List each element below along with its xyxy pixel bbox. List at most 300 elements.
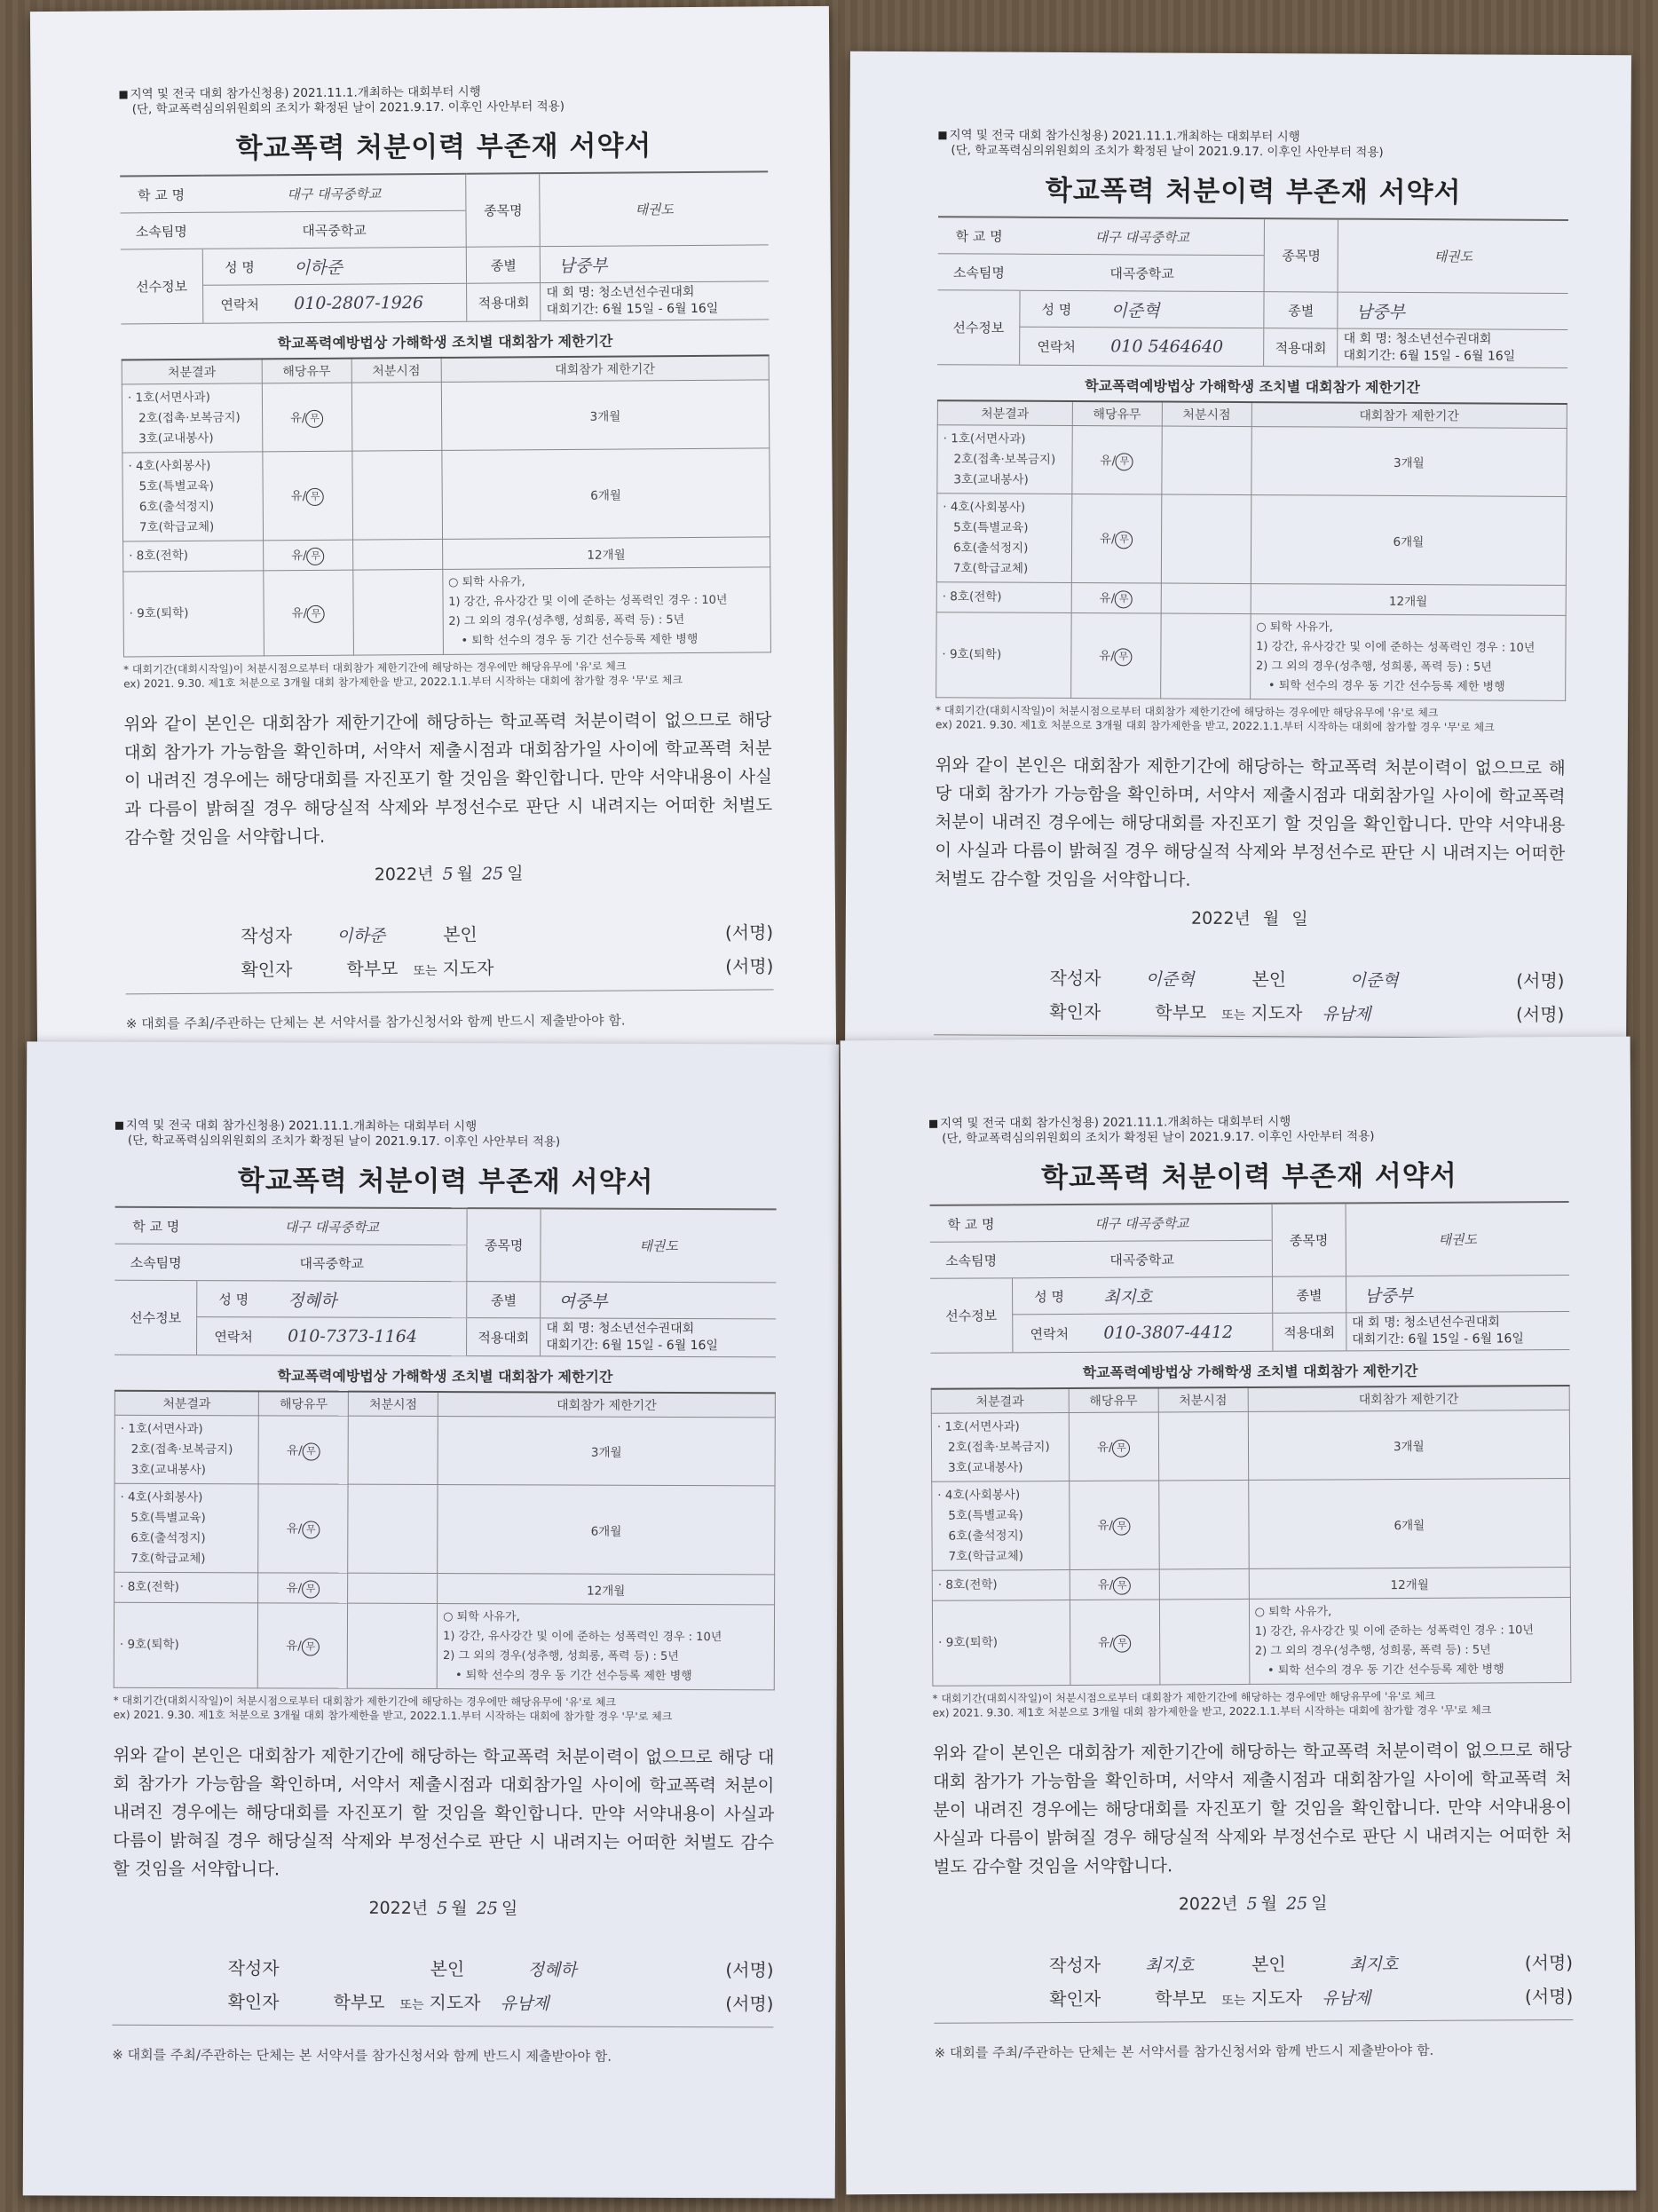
measure-result-line: 7호(학급교체) <box>952 560 1029 576</box>
circled-no-mark: 무 <box>302 1580 320 1598</box>
circled-no-mark: 무 <box>307 548 325 565</box>
team-label: 소속팀명 <box>114 1244 197 1280</box>
measure-result-cell <box>932 1481 1070 1570</box>
expulsion-line: 1) 강간, 유사강간 및 이에 준하는 성폭력인 경우 : 10년 <box>448 593 728 609</box>
header-date: 처분시점 <box>351 358 441 383</box>
parent-label: 학부모 <box>333 1991 385 2013</box>
date-month-handwritten: 5 <box>442 864 454 884</box>
measure-result-line: · 4호(사회봉사) <box>128 458 211 473</box>
expulsion-explanation <box>437 1604 774 1690</box>
pledge-body: 위와 같이 본인은 대회참가 제한기간에 해당하는 학교폭력 처분이력이 없으므로 해당 대회 참가가 가능함을 확인하며, 서약서 제출시점과 대회참가일 사이에 학교폭력 처분이 내려진 경우에는 해당대회를 자진포기 할 것임을 확인합니다. 만약 서약내용이 사실과 다름이 밝혀질 경우 해당실적 삭제와 부정선수로 판단 시 내려지는 어떠한 처벌도 감수할 것임을 서약합니다. <box>112 1744 775 1880</box>
restriction-period: 12개월 <box>1251 584 1566 616</box>
measure-result-cell <box>114 1602 258 1688</box>
measures-table <box>122 354 771 657</box>
coach-signature: 유남제 <box>1322 1988 1371 2009</box>
confirmer-row <box>934 997 1564 1034</box>
contact-handwritten: 010-3807-4412 <box>1086 1313 1273 1352</box>
applicable-cell <box>1070 1569 1159 1600</box>
date-year: 2022년 <box>368 1898 429 1918</box>
applicable-cell <box>258 1416 348 1484</box>
measure-result-line: 5호(특별교육) <box>130 1510 206 1525</box>
confirmer-row <box>125 952 773 990</box>
applicable-cell <box>263 540 352 571</box>
self-label: 본인 <box>1251 1953 1286 1975</box>
date-day-handwritten: 25 <box>1286 1893 1308 1914</box>
measures-row <box>936 494 1567 586</box>
category-handwritten: 여중부 <box>541 1282 776 1319</box>
player-info-label: 선수정보 <box>121 249 203 324</box>
measures-row <box>122 380 770 453</box>
document-title: 학교폭력 처분이력 부존재 서약서 <box>237 1165 654 1198</box>
category-label: 종별 <box>1272 1276 1346 1313</box>
measure-result-cell <box>936 494 1071 583</box>
submission-note: ※ 대회를 주최/주관하는 단체는 본 서약서를 참가신청서와 함께 반드시 제출받아야 함. <box>125 1012 626 1032</box>
footnote-line-2: ex) 2021. 9.30. 제1호 처분으로 3개월 대회 참가제한을 받고, 2022.1.1.부터 시작하는 대회에 참가할 경우 '무'로 체크 <box>932 1703 1492 1719</box>
header-applicable: 해당유무 <box>258 1391 348 1416</box>
info-table <box>120 170 769 324</box>
competition-label: 적용대회 <box>1273 1313 1346 1351</box>
measure-date-cell <box>348 1573 438 1603</box>
measure-result-line: 5호(특별교육) <box>948 1507 1023 1523</box>
yes-no-prefix: 유/ <box>286 1639 302 1654</box>
parent-label: 학부모 <box>1155 1001 1207 1023</box>
confirmer-row <box>934 1982 1573 2019</box>
team-value: 대곡중학교 <box>1020 254 1265 291</box>
writer-label: 작성자 <box>1048 1954 1101 1977</box>
measure-result-line: 5호(특별교육) <box>138 478 215 494</box>
measure-result-cell <box>122 452 263 541</box>
pledge-sheet-bottom-right <box>841 1037 1637 2195</box>
writer-row <box>113 1954 774 1990</box>
circled-no-mark: 무 <box>1113 1518 1131 1536</box>
writer-signature: 이준혁 <box>1145 969 1195 990</box>
measure-result-line: 3호(교내봉사) <box>138 431 214 446</box>
header-result: 처분결과 <box>122 359 262 384</box>
measures-header <box>931 1386 1569 1413</box>
measure-date-cell <box>1162 426 1251 495</box>
measures-row <box>932 1598 1570 1687</box>
circled-no-mark: 무 <box>303 1442 320 1460</box>
player-name-handwritten: 최지호 <box>1086 1276 1273 1314</box>
measure-result-cell <box>114 1415 258 1484</box>
sign-label-confirmer: (서명) <box>725 1993 774 2015</box>
header-period: 대회참가 제한기간 <box>438 1392 775 1418</box>
or-label: 또는 <box>1221 1993 1246 2009</box>
info-table <box>930 1201 1570 1354</box>
category-handwritten: 남중부 <box>1346 1276 1569 1313</box>
restriction-period: 6개월 <box>442 448 770 540</box>
measures-header <box>114 1391 775 1418</box>
applicable-cell <box>1070 1600 1160 1686</box>
notice-line-1: 지역 및 전국 대회 참가신청용) 2021.11.1.개최하는 대회부터 시행 <box>130 84 481 102</box>
self-signature: 정혜하 <box>527 1960 577 1980</box>
writer-label: 작성자 <box>227 1957 280 1979</box>
pledge-date <box>935 904 1565 931</box>
document-title: 학교폭력 처분이력 부존재 서약서 <box>1045 174 1462 209</box>
signature-block <box>934 963 1564 1039</box>
submission-note: ※ 대회를 주최/주관하는 단체는 본 서약서를 참가신청서와 함께 반드시 제출받아야 함. <box>112 2046 612 2065</box>
footnote-line-1: * 대회기간(대회시작일)이 처분시점으로부터 대회참가 제한기간에 해당하는 경우에만 해당유무에 '유'로 체크 <box>113 1694 617 1709</box>
sign-label-writer: (서명) <box>1524 1952 1574 1974</box>
circled-no-mark: 무 <box>1113 1577 1131 1595</box>
measure-date-cell <box>1160 613 1251 699</box>
header-period: 대회참가 제한기간 <box>1248 1386 1569 1411</box>
date-month-handwritten <box>1256 909 1263 928</box>
footnote <box>123 658 771 691</box>
measure-date-cell <box>348 1484 438 1573</box>
header-date: 처분시점 <box>348 1392 438 1417</box>
player-info-label: 선수정보 <box>937 290 1020 365</box>
measure-result-line: · 1호(서면사과) <box>936 1418 1020 1434</box>
measures-table <box>931 1385 1572 1687</box>
category-handwritten: 남중부 <box>541 245 769 283</box>
competition-label: 적용대회 <box>1264 328 1338 367</box>
applicable-cell <box>258 1484 348 1573</box>
square-bullet-icon <box>115 1121 123 1129</box>
competition-label: 적용대회 <box>467 1318 541 1356</box>
date-day-handwritten: 25 <box>481 864 504 884</box>
team-label: 소속팀명 <box>938 254 1021 290</box>
circled-no-mark: 무 <box>302 1638 320 1655</box>
self-label: 본인 <box>430 1957 465 1980</box>
date-month-handwritten: 5 <box>1246 1893 1258 1914</box>
self-label: 본인 <box>443 923 478 945</box>
expulsion-line: ○ 퇴학 사유가, <box>1256 620 1333 635</box>
measures-table <box>114 1390 776 1691</box>
expulsion-line: • 퇴학 선수의 경우 동 기간 선수등록 제한 병행 <box>1267 1662 1504 1678</box>
school-value: 대구 대곡중학교 <box>1020 217 1265 256</box>
circled-no-mark: 무 <box>302 1521 320 1538</box>
writer-label: 작성자 <box>1049 967 1101 990</box>
notice-line-1: 지역 및 전국 대회 참가신청용) 2021.11.1.개최하는 대회부터 시행 <box>949 128 1300 145</box>
team-value: 대곡중학교 <box>197 1244 467 1282</box>
sport-label: 종목명 <box>1264 218 1338 292</box>
school-value: 대구 대곡중학교 <box>197 1207 467 1245</box>
notice-line-2: (단, 학교폭력심의위원회의 조치가 확정된 날이 2021.9.17. 이후인 사안부터 적용) <box>942 1129 1375 1146</box>
measures-row <box>932 1568 1570 1601</box>
pledge-body: 위와 같이 본인은 대회참가 제한기간에 해당하는 학교폭력 처분이력이 없으므로 해당 대회 참가가 가능함을 확인하며, 서약서 제출시점과 대회참가일 사이에 학교폭력 처분이 내려진 경우에는 해당대회를 자진포기 할 것임을 확인합니다. 만약 서약내용이 사실과 다름이 밝혀질 경우 해당실적 삭제와 부정선수로 판단 시 내려지는 어떠한 처벌도 감수할 것임을 서약합니다. <box>935 754 1566 890</box>
measure-result-line: · 4호(사회봉사) <box>943 499 1026 515</box>
header-applicable: 해당유무 <box>262 359 351 383</box>
applicable-cell <box>1071 494 1162 584</box>
yes-no-prefix: 유/ <box>1099 649 1115 664</box>
header-date: 처분시점 <box>1158 1387 1248 1412</box>
writer-row <box>934 1948 1573 1986</box>
pledge-sheet-top-right <box>845 51 1631 1059</box>
date-month-label: 월 <box>456 864 474 884</box>
sport-label: 종목명 <box>467 1208 541 1282</box>
square-bullet-icon <box>929 1119 937 1127</box>
measures-subtitle: 학교폭력예방법상 가해학생 조치별 대회참가 제한기간 <box>1082 1362 1418 1381</box>
measure-date-cell <box>352 450 443 540</box>
measure-result-cell <box>932 1569 1070 1600</box>
applicable-cell <box>1070 613 1161 699</box>
expulsion-line: 2) 그 외의 경우(성추행, 성희롱, 폭력 등) : 5년 <box>443 1648 679 1663</box>
coach-label: 지도자 <box>442 957 494 979</box>
player-name-handwritten: 정혜하 <box>270 1281 467 1318</box>
square-bullet-icon <box>120 91 128 99</box>
submission-note: ※ 대회를 주최/주관하는 단체는 본 서약서를 참가신청서와 함께 반드시 제출받아야 함. <box>934 2042 1434 2061</box>
yes-no-prefix: 유/ <box>290 548 307 564</box>
pledge-sheet-bottom-left <box>23 1041 840 2198</box>
category-label: 종별 <box>467 1282 541 1318</box>
signature-block <box>112 1954 773 2028</box>
circled-no-mark: 무 <box>1115 590 1133 608</box>
restriction-period: 3개월 <box>1251 427 1567 497</box>
footnote-line-1: * 대회기간(대회시작일)이 처분시점으로부터 대회참가 제한기간에 해당하는 경우에만 해당유무에 '유'로 체크 <box>936 704 1439 720</box>
measure-result-cell <box>936 612 1071 699</box>
measure-result-line: 7호(학급교체) <box>138 519 215 534</box>
date-month-label: 월 <box>451 1899 468 1919</box>
sign-label-confirmer: (서명) <box>725 955 774 977</box>
header-result: 처분결과 <box>937 400 1072 425</box>
measures-row <box>123 537 770 572</box>
info-table <box>937 216 1568 368</box>
footnote-line-2: ex) 2021. 9.30. 제1호 처분으로 3개월 대회 참가제한을 받고, 2022.1.1.부터 시작하는 대회에 참가할 경우 '무'로 체크 <box>935 718 1495 734</box>
yes-no-prefix: 유/ <box>1099 532 1116 547</box>
category-handwritten: 남중부 <box>1338 292 1567 329</box>
applicable-cell <box>1071 583 1161 614</box>
measure-result-cell <box>123 541 264 572</box>
yes-no-prefix: 유/ <box>1097 1518 1113 1533</box>
pledge-body: 위와 같이 본인은 대회참가 제한기간에 해당하는 학교폭력 처분이력이 없으므로 해당 대회 참가가 가능함을 확인하며, 서약서 제출시점과 대회참가일 사이에 학교폭력 처분이 내려진 경우에는 해당대회를 자진포기 할 것임을 확인합니다. 만약 서약내용이 사실과 다름이 밝혀질 경우 해당실적 삭제와 부정선수로 판단 시 내려지는 어떠한 처벌도 감수할 것임을 서약합니다. <box>932 1740 1573 1877</box>
writer-signature: 이하준 <box>336 926 386 946</box>
circled-no-mark: 무 <box>306 488 324 506</box>
contact-label: 연락처 <box>203 285 277 324</box>
team-value: 대곡중학교 <box>1012 1240 1272 1278</box>
sport-label: 종목명 <box>1272 1203 1346 1276</box>
applicable-cell <box>263 570 353 656</box>
school-value: 대구 대곡중학교 <box>202 174 467 213</box>
circled-no-mark: 무 <box>307 605 325 623</box>
measures-table <box>936 399 1567 701</box>
confirmer-label: 확인자 <box>1049 1000 1101 1023</box>
team-label: 소속팀명 <box>930 1242 1013 1278</box>
player-info-label: 선수정보 <box>930 1278 1013 1353</box>
restriction-period: 3개월 <box>1248 1410 1570 1481</box>
school-value: 대구 대곡중학교 <box>1012 1204 1272 1242</box>
date-month-handwritten: 5 <box>437 1899 448 1919</box>
contact-label: 연락처 <box>197 1317 271 1355</box>
competition-name: 대 회 명: 청소년선수권대회 <box>546 284 695 301</box>
measure-date-cell <box>348 1416 438 1484</box>
measure-result-line: · 8호(전학) <box>942 589 1002 604</box>
coach-label: 지도자 <box>429 1991 481 2014</box>
measures-row <box>114 1602 774 1690</box>
measures-row <box>114 1572 775 1605</box>
measure-result-line: 6호(출석정지) <box>138 499 215 514</box>
applicable-cell <box>257 1603 347 1688</box>
applicable-cell <box>263 451 353 541</box>
date-day-label: 일 <box>1291 909 1308 929</box>
header-period: 대회참가 제한기간 <box>1251 402 1567 428</box>
expulsion-line: • 퇴학 선수의 경우 동 기간 선수등록 제한 병행 <box>454 1668 692 1683</box>
or-label: 또는 <box>1221 1007 1246 1023</box>
parent-label: 학부모 <box>1155 1987 1207 2010</box>
header-applicable: 해당유무 <box>1072 401 1162 426</box>
contact-handwritten: 010-7373-1164 <box>270 1317 467 1356</box>
writer-row <box>934 963 1564 1000</box>
measures-subtitle: 학교폭력예방법상 가해학생 조치별 대회참가 제한기간 <box>1085 377 1420 397</box>
footnote <box>114 1694 775 1725</box>
competition-value <box>1338 328 1567 367</box>
measure-result-cell <box>932 1600 1070 1686</box>
measure-result-line: 7호(학급교체) <box>948 1548 1024 1564</box>
measures-row <box>937 425 1567 497</box>
sign-label-writer: (서명) <box>724 921 774 944</box>
notice <box>938 128 1568 162</box>
sport-value: 태권도 <box>1346 1202 1569 1276</box>
team-label: 소속팀명 <box>120 212 202 249</box>
yes-no-prefix: 유/ <box>286 1521 303 1537</box>
measures-header <box>937 400 1567 428</box>
footnote-line-1: * 대회기간(대회시작일)이 처분시점으로부터 대회참가 제한기간에 해당하는 경우에만 해당유무에 '유'로 체크 <box>123 660 627 676</box>
measure-result-line: · 1호(서면사과) <box>127 390 210 405</box>
measure-date-cell <box>1159 1568 1249 1600</box>
expulsion-line: 2) 그 외의 경우(성추행, 성희롱, 폭력 등) : 5년 <box>448 612 685 628</box>
square-bullet-icon <box>938 131 946 139</box>
competition-period: 대회기간: 6월 15일 - 6월 16일 <box>1352 1331 1524 1347</box>
sport-label: 종목명 <box>466 173 541 247</box>
measure-result-line: · 9호(퇴학) <box>938 1635 999 1650</box>
date-month-label: 월 <box>1262 909 1280 929</box>
header-result: 처분결과 <box>931 1388 1069 1413</box>
self-label: 본인 <box>1251 968 1287 991</box>
footnote <box>932 1688 1571 1720</box>
pledge-date <box>934 1889 1573 1916</box>
applicable-cell <box>1069 1481 1159 1570</box>
expulsion-line: ○ 퇴학 사유가, <box>448 574 525 589</box>
header-period: 대회참가 제한기간 <box>441 355 770 382</box>
measure-result-line: 6호(출석정지) <box>952 540 1029 556</box>
date-day-handwritten: 25 <box>476 1899 498 1919</box>
confirmer-label: 확인자 <box>227 1991 280 2013</box>
notice <box>115 1118 777 1151</box>
contact-handwritten: 010 5464640 <box>1093 328 1264 367</box>
or-label: 또는 <box>413 963 438 979</box>
restriction-period: 12개월 <box>438 1574 775 1605</box>
notice <box>929 1113 1568 1147</box>
competition-value <box>541 281 769 321</box>
expulsion-line: ○ 퇴학 사유가, <box>1254 1604 1332 1619</box>
notice-line-1: 지역 및 전국 대회 참가신청용) 2021.11.1.개최하는 대회부터 시행 <box>940 1114 1291 1131</box>
pledge-body: 위와 같이 본인은 대회참가 제한기간에 해당하는 학교폭력 처분이력이 없으므로 해당 대회 참가가 가능함을 확인하며, 서약서 제출시점과 대회참가일 사이에 학교폭력 처분이 내려진 경우에는 해당대회를 자진포기 할 것임을 확인합니다. 만약 서약내용이 사실과 다름이 밝혀질 경우 해당실적 삭제와 부정선수로 판단 시 내려지는 어떠한 처벌도 감수할 것임을 서약합니다. <box>123 709 773 849</box>
name-label: 성 명 <box>197 1281 271 1317</box>
expulsion-line: • 퇴학 선수의 경우 동 기간 선수등록 제한 병행 <box>1267 678 1505 694</box>
applicable-cell <box>1072 426 1162 495</box>
restriction-period: 12개월 <box>442 537 770 570</box>
category-label: 종별 <box>467 247 541 284</box>
competition-name: 대 회 명: 청소년선수권대회 <box>1343 331 1492 347</box>
yes-no-prefix: 유/ <box>289 410 306 425</box>
measure-result-line: 6호(출석정지) <box>130 1530 206 1545</box>
sport-value: 태권도 <box>540 171 769 246</box>
sign-label-writer: (서명) <box>1516 969 1565 991</box>
competition-name: 대 회 명: 청소년선수권대회 <box>1352 1315 1500 1331</box>
notice-line-2: (단, 학교폭력심의위원회의 조치가 확정된 날이 2021.9.17. 이후인 사안부터 적용) <box>131 99 565 117</box>
expulsion-line: 1) 강간, 유사강간 및 이에 준하는 성폭력인 경우 : 10년 <box>443 1629 722 1644</box>
name-label: 성 명 <box>1020 290 1093 327</box>
measure-result-cell <box>937 425 1072 494</box>
school-label: 학 교 명 <box>930 1205 1013 1242</box>
self-signature <box>541 939 674 940</box>
yes-no-prefix: 유/ <box>1098 1635 1114 1650</box>
notice-line-2: (단, 학교폭력심의위원회의 조치가 확정된 날이 2021.9.17. 이후인 사안부터 적용) <box>951 143 1384 160</box>
date-day-label: 일 <box>501 1899 518 1919</box>
name-label: 성 명 <box>1013 1277 1086 1314</box>
measure-result-cell <box>114 1483 259 1573</box>
measure-result-line: · 9호(퇴학) <box>119 1637 179 1653</box>
player-name-handwritten: 이하준 <box>276 247 467 284</box>
measure-date-cell <box>347 1603 437 1688</box>
pledge-date <box>125 858 773 887</box>
measure-result-line: 3호(교내봉사) <box>948 1459 1023 1475</box>
contact-handwritten: 010-2807-1926 <box>276 283 467 322</box>
measure-result-line: 5호(특별교육) <box>953 519 1029 535</box>
info-table <box>114 1206 777 1358</box>
measure-result-line: · 9호(퇴학) <box>129 605 189 621</box>
coach-label: 지도자 <box>1251 1987 1303 2009</box>
expulsion-explanation <box>442 567 770 655</box>
sport-value: 태권도 <box>541 1208 777 1282</box>
competition-period: 대회기간: 6월 15일 - 6월 16일 <box>546 301 719 318</box>
measure-result-cell <box>931 1412 1069 1481</box>
contact-label: 연락처 <box>1013 1314 1086 1352</box>
expulsion-line: 1) 강간, 유사강간 및 이에 준하는 성폭력인 경우 : 10년 <box>1254 1623 1535 1639</box>
measure-result-line: · 1호(서면사과) <box>943 431 1026 446</box>
date-year: 2022년 <box>374 865 434 885</box>
measures-row <box>114 1483 775 1575</box>
restriction-period: 12개월 <box>1249 1568 1570 1600</box>
sign-label-confirmer: (서명) <box>1515 1003 1565 1025</box>
measure-result-line: 7호(학급교체) <box>130 1551 206 1566</box>
yes-no-prefix: 유/ <box>1097 1577 1114 1592</box>
measure-result-cell <box>114 1572 258 1603</box>
yes-no-prefix: 유/ <box>1100 453 1117 468</box>
yes-no-prefix: 유/ <box>286 1581 303 1596</box>
coach-signature <box>514 973 647 974</box>
confirmer-label: 확인자 <box>241 959 293 981</box>
signature-block <box>934 1948 1573 2024</box>
expulsion-explanation <box>1249 1598 1571 1685</box>
expulsion-line: 2) 그 외의 경우(성추행, 성희롱, 폭력 등) : 5년 <box>1254 1643 1491 1658</box>
school-label: 학 교 명 <box>120 176 202 213</box>
measure-result-line: 3호(교내봉사) <box>130 1462 206 1477</box>
measures-row <box>932 1479 1571 1571</box>
circled-no-mark: 무 <box>1112 1439 1130 1457</box>
date-year: 2022년 <box>1191 908 1251 929</box>
measure-result-line: 2호(접촉·보복금지) <box>947 1439 1050 1455</box>
sign-label-confirmer: (서명) <box>1524 1986 1574 2008</box>
yes-no-prefix: 유/ <box>291 605 308 621</box>
category-label: 종별 <box>1264 292 1338 328</box>
school-label: 학 교 명 <box>938 217 1021 254</box>
measures-subtitle: 학교폭력예방법상 가해학생 조치별 대회참가 제한기간 <box>277 332 613 352</box>
school-label: 학 교 명 <box>114 1207 197 1244</box>
measure-result-line: · 8호(전학) <box>937 1577 998 1592</box>
applicable-cell <box>258 1573 348 1603</box>
coach-signature: 유남제 <box>500 1994 549 2014</box>
measure-result-line: · 4호(사회봉사) <box>937 1487 1021 1503</box>
measures-row <box>936 582 1566 616</box>
competition-value <box>541 1318 776 1357</box>
date-day-label: 일 <box>507 864 524 884</box>
restriction-period: 6개월 <box>1251 495 1567 586</box>
measure-result-line: · 9호(퇴학) <box>942 647 1002 662</box>
self-signature: 이준혁 <box>1349 970 1399 991</box>
parent-label: 학부모 <box>346 958 399 980</box>
applicable-cell <box>1069 1412 1158 1481</box>
